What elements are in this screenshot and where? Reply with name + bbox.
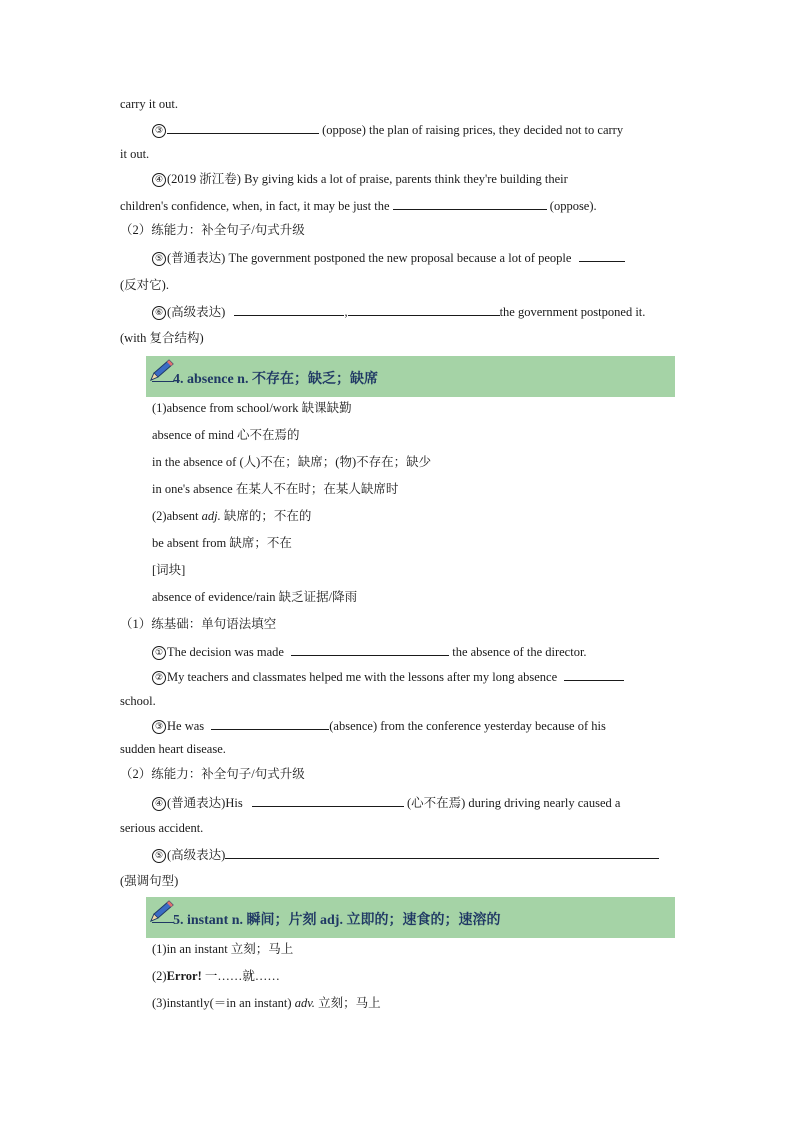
question-text: My teachers and classmates helped me with the lessons after my long absence — [167, 670, 558, 684]
note-line: absence of evidence/rain 缺乏证据/降雨 — [152, 590, 358, 604]
question-1 — [152, 643, 587, 660]
answer-blank[interactable] — [211, 717, 329, 730]
exercise-text: (oppose) the plan of raising prices, they decided not to carry — [319, 123, 624, 137]
number-5: ⑤ — [152, 252, 166, 266]
note-text: 一……就…… — [201, 969, 280, 983]
exercise-text: (oppose). — [546, 199, 597, 213]
note-line: (1)in an instant 立刻；马上 — [152, 942, 294, 956]
text-line: (强调句型) — [120, 874, 179, 888]
question-text: (心不在焉) during driving nearly caused a — [403, 796, 621, 810]
section-heading: （2）练能力：补全句子/句式升级 — [120, 767, 305, 781]
error-text: Error! — [166, 969, 202, 983]
text-line: serious accident. — [120, 821, 204, 835]
part-of-speech: adv. — [294, 996, 315, 1010]
number-6: ⑥ — [152, 306, 166, 320]
text-line: (with 复合结构) — [120, 331, 204, 345]
note-line: in the absence of (人)不在；缺席；(物)不存在；缺少 — [152, 455, 432, 469]
answer-blank[interactable] — [291, 643, 449, 656]
note-text: (2)absent — [152, 509, 202, 523]
question-5 — [152, 846, 659, 863]
text-line: carry it out. — [120, 97, 178, 111]
banner-title: 5. instant n. 瞬间；片刻 adj. 立即的；速食的；速溶的 — [173, 913, 501, 928]
answer-blank[interactable] — [348, 303, 500, 316]
number-3: ③ — [152, 124, 166, 138]
exercise-4-cont — [120, 197, 597, 214]
vocab-banner-instant — [146, 897, 675, 938]
section-heading: （2）练能力：补全句子/句式升级 — [120, 223, 305, 237]
exercise-3 — [152, 121, 623, 138]
note-line: [词块] — [152, 563, 186, 577]
section-heading: （1）练基础：单句语法填空 — [120, 617, 277, 631]
exercise-5 — [152, 249, 625, 266]
question-text: (普通表达)His — [167, 796, 243, 810]
text-line: it out. — [120, 147, 150, 161]
exercise-text: (2019 浙江卷) By giving kids a lot of praise, parents think they're building their — [167, 172, 568, 186]
question-text: He was — [167, 719, 205, 733]
answer-blank[interactable] — [225, 846, 659, 859]
note-text: 立刻；马上 — [314, 996, 381, 1010]
answer-blank[interactable] — [252, 794, 404, 807]
note-text: (3)instantly(＝in an instant) — [152, 996, 295, 1010]
number-4: ④ — [152, 173, 166, 187]
pencil-underline — [152, 922, 174, 923]
exercise-text: (普通表达) The government postponed the new proposal because a lot of people — [167, 251, 572, 265]
answer-blank[interactable] — [393, 197, 547, 210]
part-of-speech: adj. — [201, 509, 221, 523]
exercise-text: children's confidence, when, in fact, it may be just the — [120, 199, 390, 213]
answer-blank[interactable] — [564, 668, 624, 681]
text-line: sudden heart disease. — [120, 742, 226, 756]
note-text: 缺席的；不在的 — [220, 509, 312, 523]
text-line: school. — [120, 694, 156, 708]
note-line — [152, 995, 381, 1011]
question-4 — [152, 794, 620, 811]
question-text: (高级表达) — [167, 848, 226, 862]
pencil-underline — [152, 381, 174, 382]
question-text: The decision was made — [167, 645, 284, 659]
exercise-4 — [152, 171, 568, 187]
number-1: ① — [152, 646, 166, 660]
number-2: ② — [152, 671, 166, 685]
question-3 — [152, 717, 606, 734]
note-line: be absent from 缺席；不在 — [152, 536, 292, 550]
note-line: (2)Error! 一……就…… — [152, 969, 280, 983]
exercise-text: (高级表达) — [167, 305, 226, 319]
vocab-banner-absence — [146, 356, 675, 397]
note-line: absence of mind 心不在焉的 — [152, 428, 300, 442]
exercise-6 — [152, 303, 645, 320]
answer-blank[interactable] — [167, 121, 319, 134]
question-text: the absence of the director. — [449, 645, 587, 659]
comma: , — [344, 305, 348, 319]
text-line: (反对它). — [120, 278, 169, 292]
note-line: in one's absence 在某人不在时；在某人缺席时 — [152, 482, 399, 496]
answer-blank[interactable] — [234, 303, 344, 316]
question-text: (absence) from the conference yesterday because of his — [329, 719, 606, 733]
note-line — [152, 508, 311, 524]
banner-title: 4. absence n. 不存在；缺乏；缺席 — [173, 372, 378, 387]
note-line: (1)absence from school/work 缺课缺勤 — [152, 401, 352, 415]
number-3: ③ — [152, 720, 166, 734]
answer-blank[interactable] — [579, 249, 625, 262]
question-2 — [152, 668, 624, 685]
number-4: ④ — [152, 797, 166, 811]
exercise-text: the government postponed it. — [499, 305, 646, 319]
number-5: ⑤ — [152, 849, 166, 863]
